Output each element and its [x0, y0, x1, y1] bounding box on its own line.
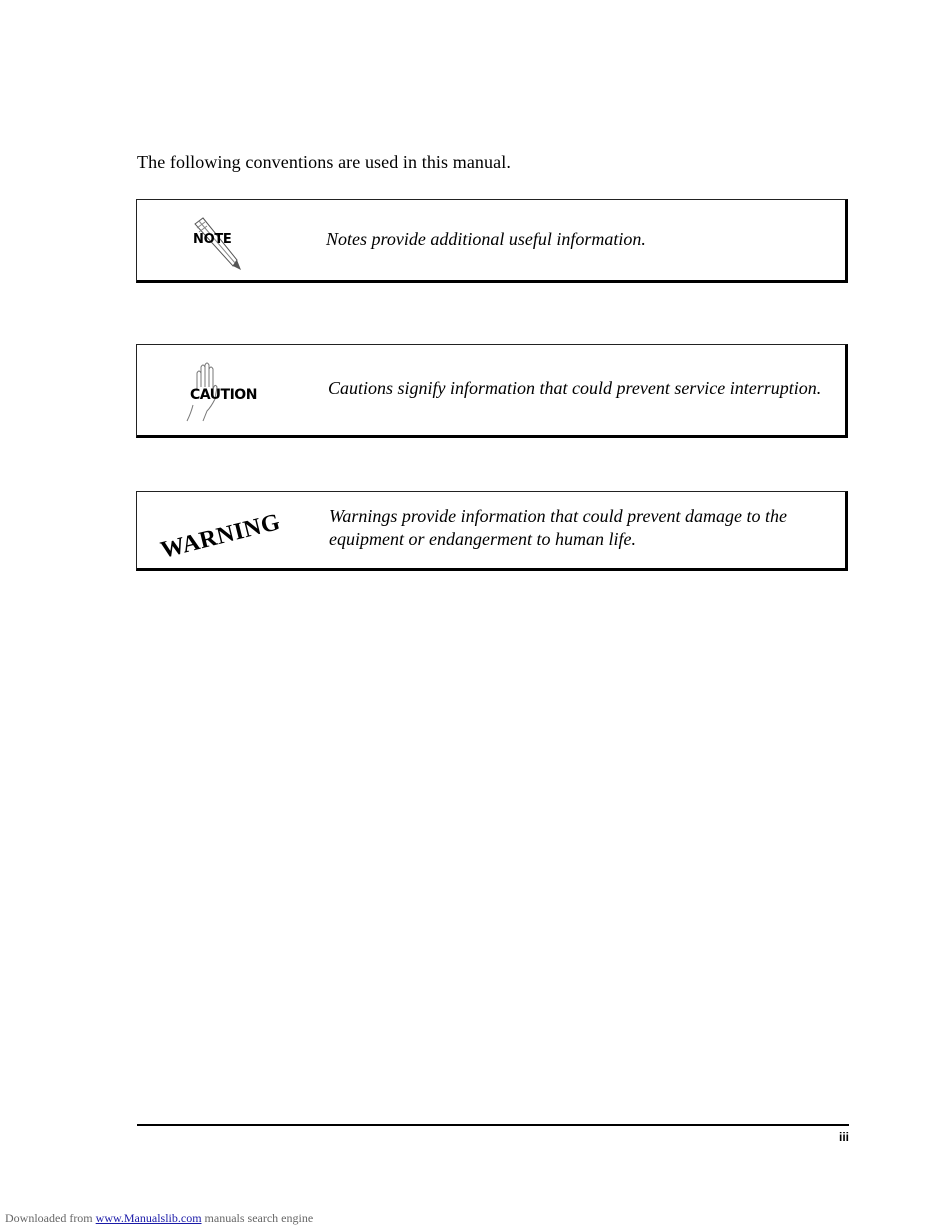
note-icon	[177, 210, 247, 274]
note-box	[136, 199, 848, 283]
warning-icon	[157, 506, 297, 566]
warning-message	[329, 505, 787, 551]
download-bar	[5, 1211, 313, 1226]
warning-message-line2: equipment or endangerment to human life.	[329, 529, 636, 549]
warning-icon-label: WARNING	[158, 509, 284, 564]
download-suffix: manuals search engine	[204, 1211, 314, 1225]
intro-text: The following conventions are used in this manual.	[137, 152, 511, 172]
warning-box	[136, 491, 848, 571]
note-message: Notes provide additional useful information.	[326, 229, 646, 249]
warning-message-line1: Warnings provide information that could prevent damage to the	[329, 506, 787, 526]
page-number: iii	[838, 1130, 849, 1144]
caution-icon-label: CAUTION	[190, 387, 257, 403]
footer-rule	[137, 1124, 849, 1126]
caution-message: Cautions signify information that could prevent service interruption.	[328, 378, 822, 398]
note-icon-label: NOTE	[193, 232, 232, 247]
download-prefix: Downloaded from	[5, 1211, 93, 1225]
manualslib-link[interactable]: www.Manualslib.com	[95, 1211, 202, 1225]
caution-hand-icon	[183, 361, 257, 431]
caution-box	[136, 344, 848, 438]
